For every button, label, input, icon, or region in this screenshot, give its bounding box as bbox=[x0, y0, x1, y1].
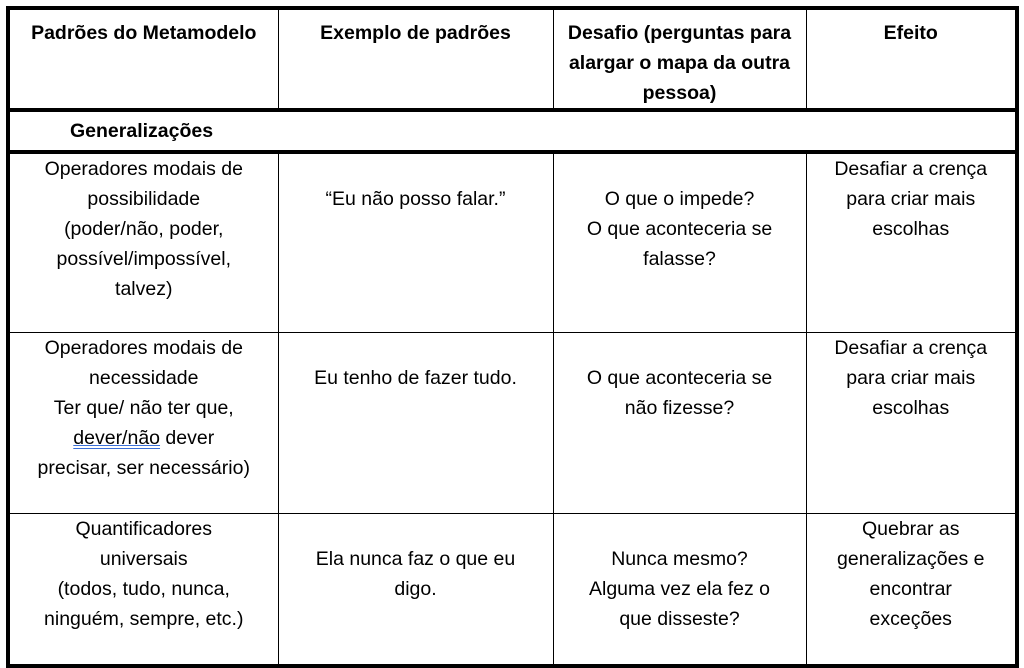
challenge-line: O que o impede? bbox=[604, 188, 755, 210]
pattern-line: possível/impossível, bbox=[56, 248, 231, 270]
challenge-cell bbox=[553, 514, 806, 667]
challenge-line: O que aconteceria se bbox=[586, 218, 773, 240]
pattern-cell bbox=[8, 333, 278, 514]
table-row bbox=[8, 333, 1017, 514]
effect-line: para criar mais bbox=[846, 188, 976, 210]
metamodel-table bbox=[6, 6, 1019, 668]
effect-line: Quebrar as bbox=[861, 518, 960, 540]
challenge-line: falasse? bbox=[643, 248, 716, 270]
example-text: “Eu não posso falar.” bbox=[325, 188, 506, 210]
example-line: Ela nunca faz o que eu bbox=[315, 548, 516, 570]
underlined-term: dever/não bbox=[73, 427, 161, 449]
header-challenge: Desafio (perguntas para alargar o mapa da outra pessoa) bbox=[553, 8, 806, 110]
pattern-line: universais bbox=[99, 548, 188, 570]
pattern-line: talvez) bbox=[115, 278, 173, 300]
pattern-line: (todos, tudo, nunca, bbox=[57, 578, 230, 600]
section-row bbox=[8, 110, 1017, 152]
header-effect: Efeito bbox=[806, 8, 1017, 110]
pattern-line: possibilidade bbox=[87, 188, 201, 210]
pattern-line: Operadores modais de bbox=[44, 158, 243, 180]
header-examples: Exemplo de padrões bbox=[278, 8, 553, 110]
pattern-line: Operadores modais de bbox=[44, 337, 243, 359]
effect-cell bbox=[806, 333, 1017, 514]
effect-line: escolhas bbox=[872, 218, 950, 240]
challenge-line: não fizesse? bbox=[624, 397, 735, 419]
effect-line: Desafiar a crença bbox=[834, 337, 988, 359]
header-row bbox=[8, 8, 1017, 110]
effect-line: exceções bbox=[869, 608, 952, 630]
effect-line: Desafiar a crença bbox=[834, 158, 988, 180]
challenge-cell bbox=[553, 152, 806, 333]
example-line: digo. bbox=[394, 578, 437, 600]
effect-cell bbox=[806, 152, 1017, 333]
pattern-line: Quantificadores bbox=[75, 518, 213, 540]
challenge-line: Alguma vez ela fez o bbox=[588, 578, 770, 600]
pattern-cell bbox=[8, 152, 278, 333]
effect-line: escolhas bbox=[872, 397, 950, 419]
pattern-line: (poder/não, poder, bbox=[64, 218, 224, 240]
challenge-cell bbox=[553, 333, 806, 514]
header-patterns: Padrões do Metamodelo bbox=[8, 8, 278, 110]
pattern-line: ninguém, sempre, etc.) bbox=[44, 608, 244, 630]
challenge-line: que disseste? bbox=[619, 608, 740, 630]
effect-line: encontrar bbox=[869, 578, 952, 600]
table-row bbox=[8, 514, 1017, 667]
pattern-line: Ter que/ não ter que, bbox=[53, 397, 234, 419]
pattern-line-underlined bbox=[14, 423, 274, 453]
pattern-line: precisar, ser necessário) bbox=[37, 457, 250, 479]
pattern-cell bbox=[8, 514, 278, 667]
example-text: Eu tenho de fazer tudo. bbox=[314, 367, 517, 389]
effect-line: generalizações e bbox=[837, 548, 985, 570]
section-title: Generalizações bbox=[8, 110, 1017, 152]
effect-line: para criar mais bbox=[846, 367, 976, 389]
table-row bbox=[8, 152, 1017, 333]
example-cell bbox=[278, 152, 553, 333]
pattern-line-rest: dever bbox=[160, 427, 215, 449]
effect-cell bbox=[806, 514, 1017, 667]
challenge-line: Nunca mesmo? bbox=[611, 548, 748, 570]
challenge-line: O que aconteceria se bbox=[586, 367, 773, 389]
metamodel-table-frame bbox=[6, 6, 1015, 630]
pattern-line: necessidade bbox=[89, 367, 199, 389]
example-cell bbox=[278, 333, 553, 514]
example-cell bbox=[278, 514, 553, 667]
